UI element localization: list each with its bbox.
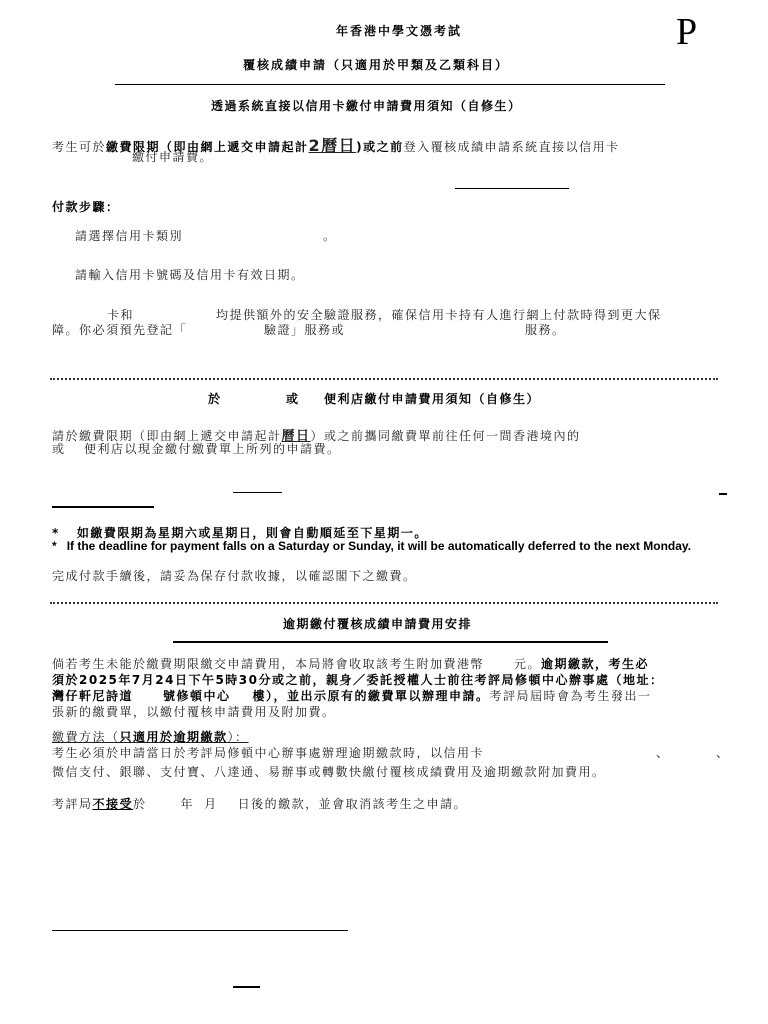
link-underline <box>455 188 569 189</box>
deadline-days: 曆日 <box>281 429 311 444</box>
address-text: 樓），並出示原有的繳費單以辦理申請。 <box>252 689 490 703</box>
section2-title-a: 於 <box>208 392 222 406</box>
address-text: 灣仔軒尼詩道 <box>52 689 134 703</box>
step-1: 請選擇信用卡類別 <box>75 229 184 243</box>
keep-receipt-note: 完成付款手續後，請妥為保存付款收據，以確認閣下之繳費。 <box>52 569 417 583</box>
section2-para-line2-b: 便利店以現金繳付繳費單上所列的申請費。 <box>84 442 341 456</box>
para-text: 年 <box>180 797 195 811</box>
asterisk: * <box>52 526 60 540</box>
section2-title-c: 便利店繳付申請費用須知（自修生） <box>324 392 541 406</box>
payment-method-heading <box>52 728 249 745</box>
footnote-rule <box>52 930 348 931</box>
step-3-b: 均提供額外的安全驗證服務，確保信用卡持有人進行網上付款時得到更大保 <box>216 308 662 322</box>
step-1-end: 。 <box>323 229 337 243</box>
section1-title: 透過系統直接以信用卡繳付申請費用須知（自修生） <box>211 99 522 113</box>
section2-title-b: 或 <box>286 392 300 406</box>
heading-text: 繳費方法（ <box>52 730 120 744</box>
step-3-line2-c: 服務。 <box>525 323 566 337</box>
method-separator: 、 <box>716 746 730 760</box>
asterisk: * <box>52 539 57 553</box>
section3-title: 逾期繳付覆核成績申請費用安排 <box>283 617 473 631</box>
note-zh-text: 如繳費限期為星期六或星期日，則會自動順延至下星期一。 <box>76 526 428 540</box>
note-en <box>52 539 691 553</box>
section3-p1-line2: 須於2025年7月24日下午5時30分或之前，親身／委託授權人士前往考評局修頓中心辦事處（地址： <box>52 673 664 687</box>
deadline-days: 2曆日 <box>308 136 357 155</box>
heading-text: ）： <box>227 730 249 744</box>
form-corner-letter: P <box>676 11 698 53</box>
step-3-line2-b: 驗證」服務或 <box>264 323 346 337</box>
section3-p1-line3 <box>52 687 652 704</box>
para-text: 月 <box>204 797 218 811</box>
method-line2: 微信支付、銀聯、支付寶、八達通、易辦事或轉數快繳付覆核成績費用及逾期繳款附加費用。 <box>52 765 606 779</box>
heading-text: 只適用於逾期繳款 <box>119 730 228 744</box>
step-2: 請輸入信用卡號碼及信用卡有效日期。 <box>75 268 305 282</box>
para-text: 元。 <box>514 657 542 671</box>
deadline-text: 繳費限期（即由網上遞交申請起計 <box>106 140 309 154</box>
reject-note <box>52 795 467 812</box>
para-text: 請於繳費限期（即由網上遞交申請起計 <box>52 429 282 443</box>
exam-title: 年香港中學文憑考試 <box>336 24 463 38</box>
section3-title-rule <box>173 641 608 643</box>
payment-steps-heading: 付款步驟： <box>52 200 120 214</box>
para-text: 日後的繳款，並會取消該考生之申請。 <box>237 797 468 811</box>
section-divider <box>50 602 718 604</box>
dash-mark <box>719 493 727 495</box>
section2-para-line2-a: 或 <box>52 442 66 456</box>
section3-p1-line1 <box>52 655 649 672</box>
para-text: 考生可於 <box>52 140 107 154</box>
para-text: 倘若考生未能於繳費期限繳交申請費用，本局將會收取該考生附加費港幣 <box>52 657 485 671</box>
method-separator: 、 <box>656 746 670 760</box>
para-text: 考評局 <box>52 797 93 811</box>
para-text: ）或之前攜同繳費單前往任何一間香港境內的 <box>310 429 581 443</box>
link-underline <box>233 492 282 493</box>
para-text: 考評局屆時會為考生發出一 <box>489 689 652 703</box>
late-payment-text: 逾期繳款，考生必 <box>541 657 650 671</box>
note-en-text: If the deadline for payment falls on a Saturday or Sunday, it will be automatically deferred to the next Monday. <box>66 539 692 553</box>
deadline-suffix: )或之前 <box>356 140 404 154</box>
dash-mark <box>233 986 260 988</box>
blank-rule <box>52 506 154 508</box>
para-text: 於 <box>133 797 147 811</box>
header-rule <box>115 84 665 85</box>
address-text: 號修頓中心 <box>163 689 231 703</box>
section-divider <box>50 378 718 380</box>
section1-para-line2: 繳付申請費。 <box>132 150 214 164</box>
not-accept-text: 不接受 <box>92 797 134 811</box>
step-3-a: 卡和 <box>107 308 135 322</box>
para-text: 登入覆核成績申請系統直接以信用卡 <box>403 140 620 154</box>
section3-p1-line4: 張新的繳費單，以繳付覆核申請費用及附加費。 <box>52 705 336 719</box>
method-line1: 考生必須於申請當日於考評局修頓中心辦事處辦理逾期繳款時，以信用卡 <box>52 746 485 760</box>
form-title: 覆核成績申請（只適用於甲類及乙類科目） <box>243 58 510 72</box>
step-3-line2-a: 障。你必須預先登記「 <box>52 323 188 337</box>
